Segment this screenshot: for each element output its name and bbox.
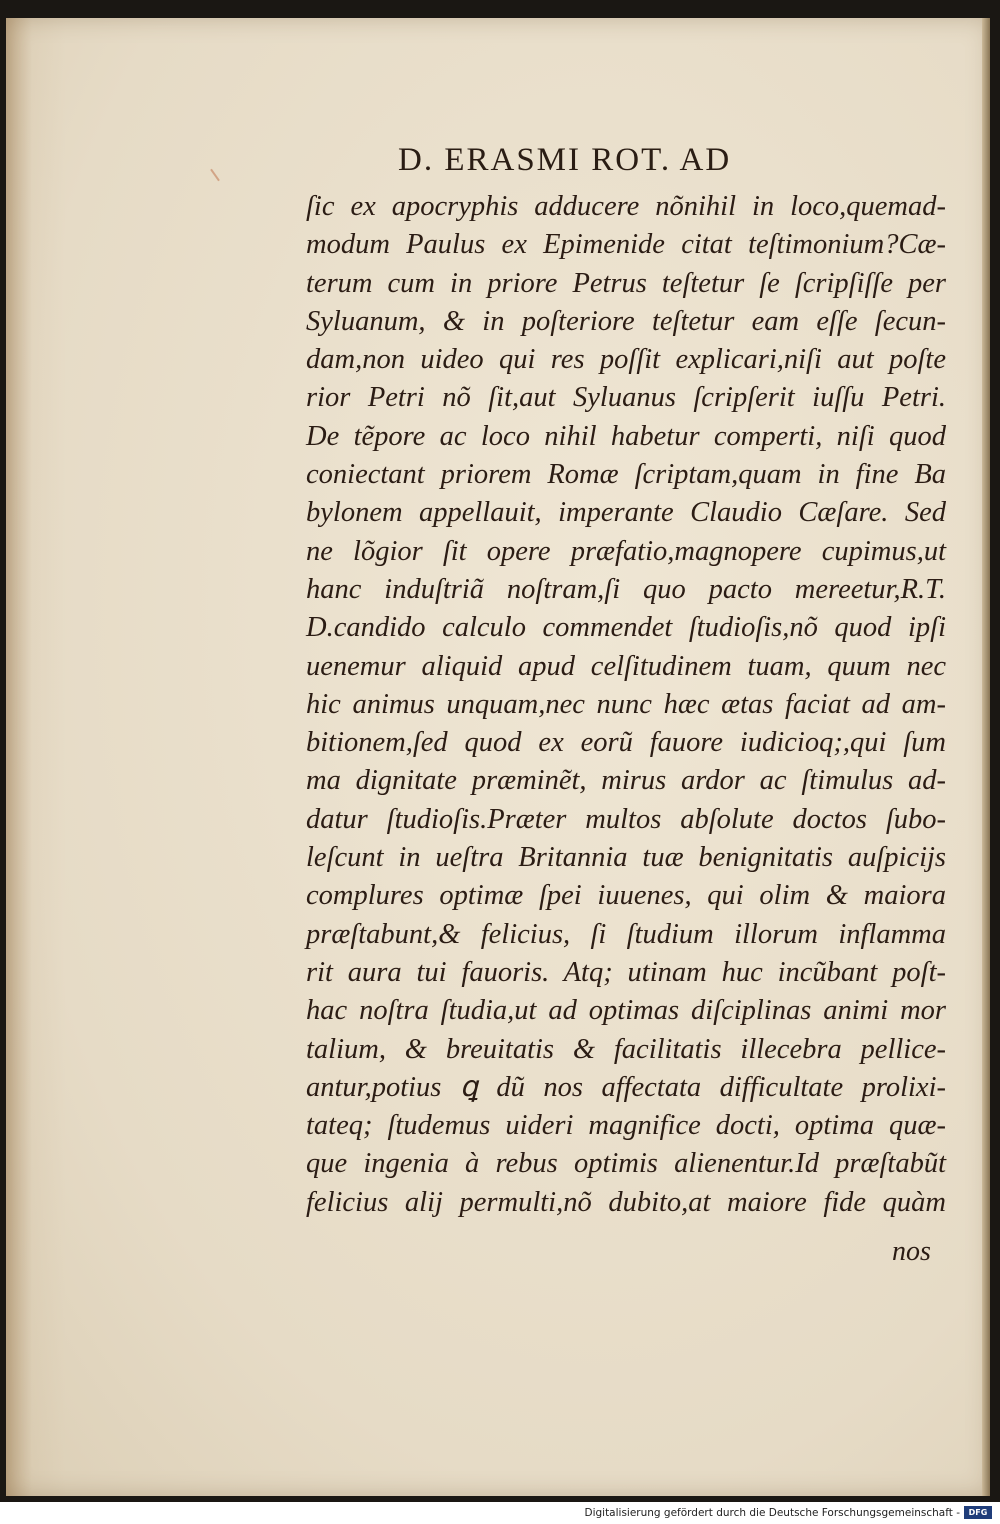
page-edge (982, 18, 990, 1496)
text-line: dam,non uideo qui res poſſit explicari,niſi aut poſte (306, 344, 946, 376)
dfg-logo-icon: DFG (964, 1506, 992, 1519)
text-line: hic animus unquam,nec nunc hæc ætas faciat ad am- (306, 688, 946, 720)
text-line: bitionem,ſed quod ex eorũ fauore iudicioq;,qui ſum (306, 727, 946, 759)
text-line: rit aura tui fauoris. Atq; utinam huc incũbant poſt- (306, 956, 946, 988)
text-line: ma dignitate præminẽt, mirus ardor ac ſtimulus ad- (306, 765, 946, 797)
text-line: De tẽpore ac loco nihil habetur comperti, niſi quod (306, 420, 946, 452)
funding-note: Digitalisierung gefördert durch die Deutsche Forschungsgemeinschaft - (584, 1507, 960, 1519)
text-line: rior Petri nõ ſit,aut Syluanus ſcripſerit iuſſu Petri. (306, 382, 946, 414)
text-line: præſtabunt,& felicius, ſi ſtudium illorum inflamma (306, 918, 946, 950)
text-line: terum cum in priore Petrus teſtetur ſe ſcripſiſſe per (306, 267, 946, 299)
text-line: hac noſtra ſtudia,ut ad optimas diſciplinas animi mor (306, 995, 946, 1027)
text-line: antur,potius ꝗ dũ nos affectata difficultate prolixi- (306, 1071, 946, 1103)
text-line: Syluanum, & in poſteriore teſtetur eam eſſe ſecun- (306, 305, 946, 337)
running-header: D. ERASMI ROT. AD (398, 142, 732, 178)
text-line: datur ſtudioſis.Præter multos abſolute doctos ſubo- (306, 803, 946, 835)
text-line: uenemur aliquid apud celſitudinem tuam, quum nec (306, 650, 946, 682)
text-line: D.candido calculo commendet ſtudioſis,nõ quod ipſi (306, 612, 946, 644)
text-line: talium, & breuitatis & facilitatis illecebra pellice- (306, 1033, 946, 1065)
text-line: modum Paulus ex Epimenide citat teſtimonium?Cæ- (306, 229, 946, 261)
text-line: felicius alij permulti,nõ dubito,at maiore fide quàm (306, 1186, 946, 1218)
text-line: complures optimæ ſpei iuuenes, qui olim & maiora (306, 880, 946, 912)
text-line: bylonem appellauit, imperante Claudio Cæſare. Sed (306, 497, 946, 529)
text-line: hanc induſtriã noſtram,ſi quo pacto mereetur,R.T. (306, 573, 946, 605)
catchword: nos (892, 1236, 931, 1267)
body-text (306, 188, 946, 1222)
text-line: tateq; ſtudemus uideri magnifice docti, optima quæ- (306, 1110, 946, 1142)
text-line: ſic ex apocryphis adducere nõnihil in loco,quemad- (306, 191, 946, 222)
text-line: leſcunt in ueſtra Britannia tuæ benignitatis auſpicijs (306, 842, 946, 874)
text-line: coniectant priorem Romæ ſcriptam,quam in fine Ba (306, 459, 946, 491)
text-line: ne lõgior ſit opere præfatio,magnopere cupimus,ut (306, 535, 946, 567)
paper-mark (210, 169, 220, 182)
text-line: que ingenia à rebus optimis alienentur.Id præſtabũt (306, 1148, 946, 1180)
footer-bar (0, 1502, 1000, 1524)
